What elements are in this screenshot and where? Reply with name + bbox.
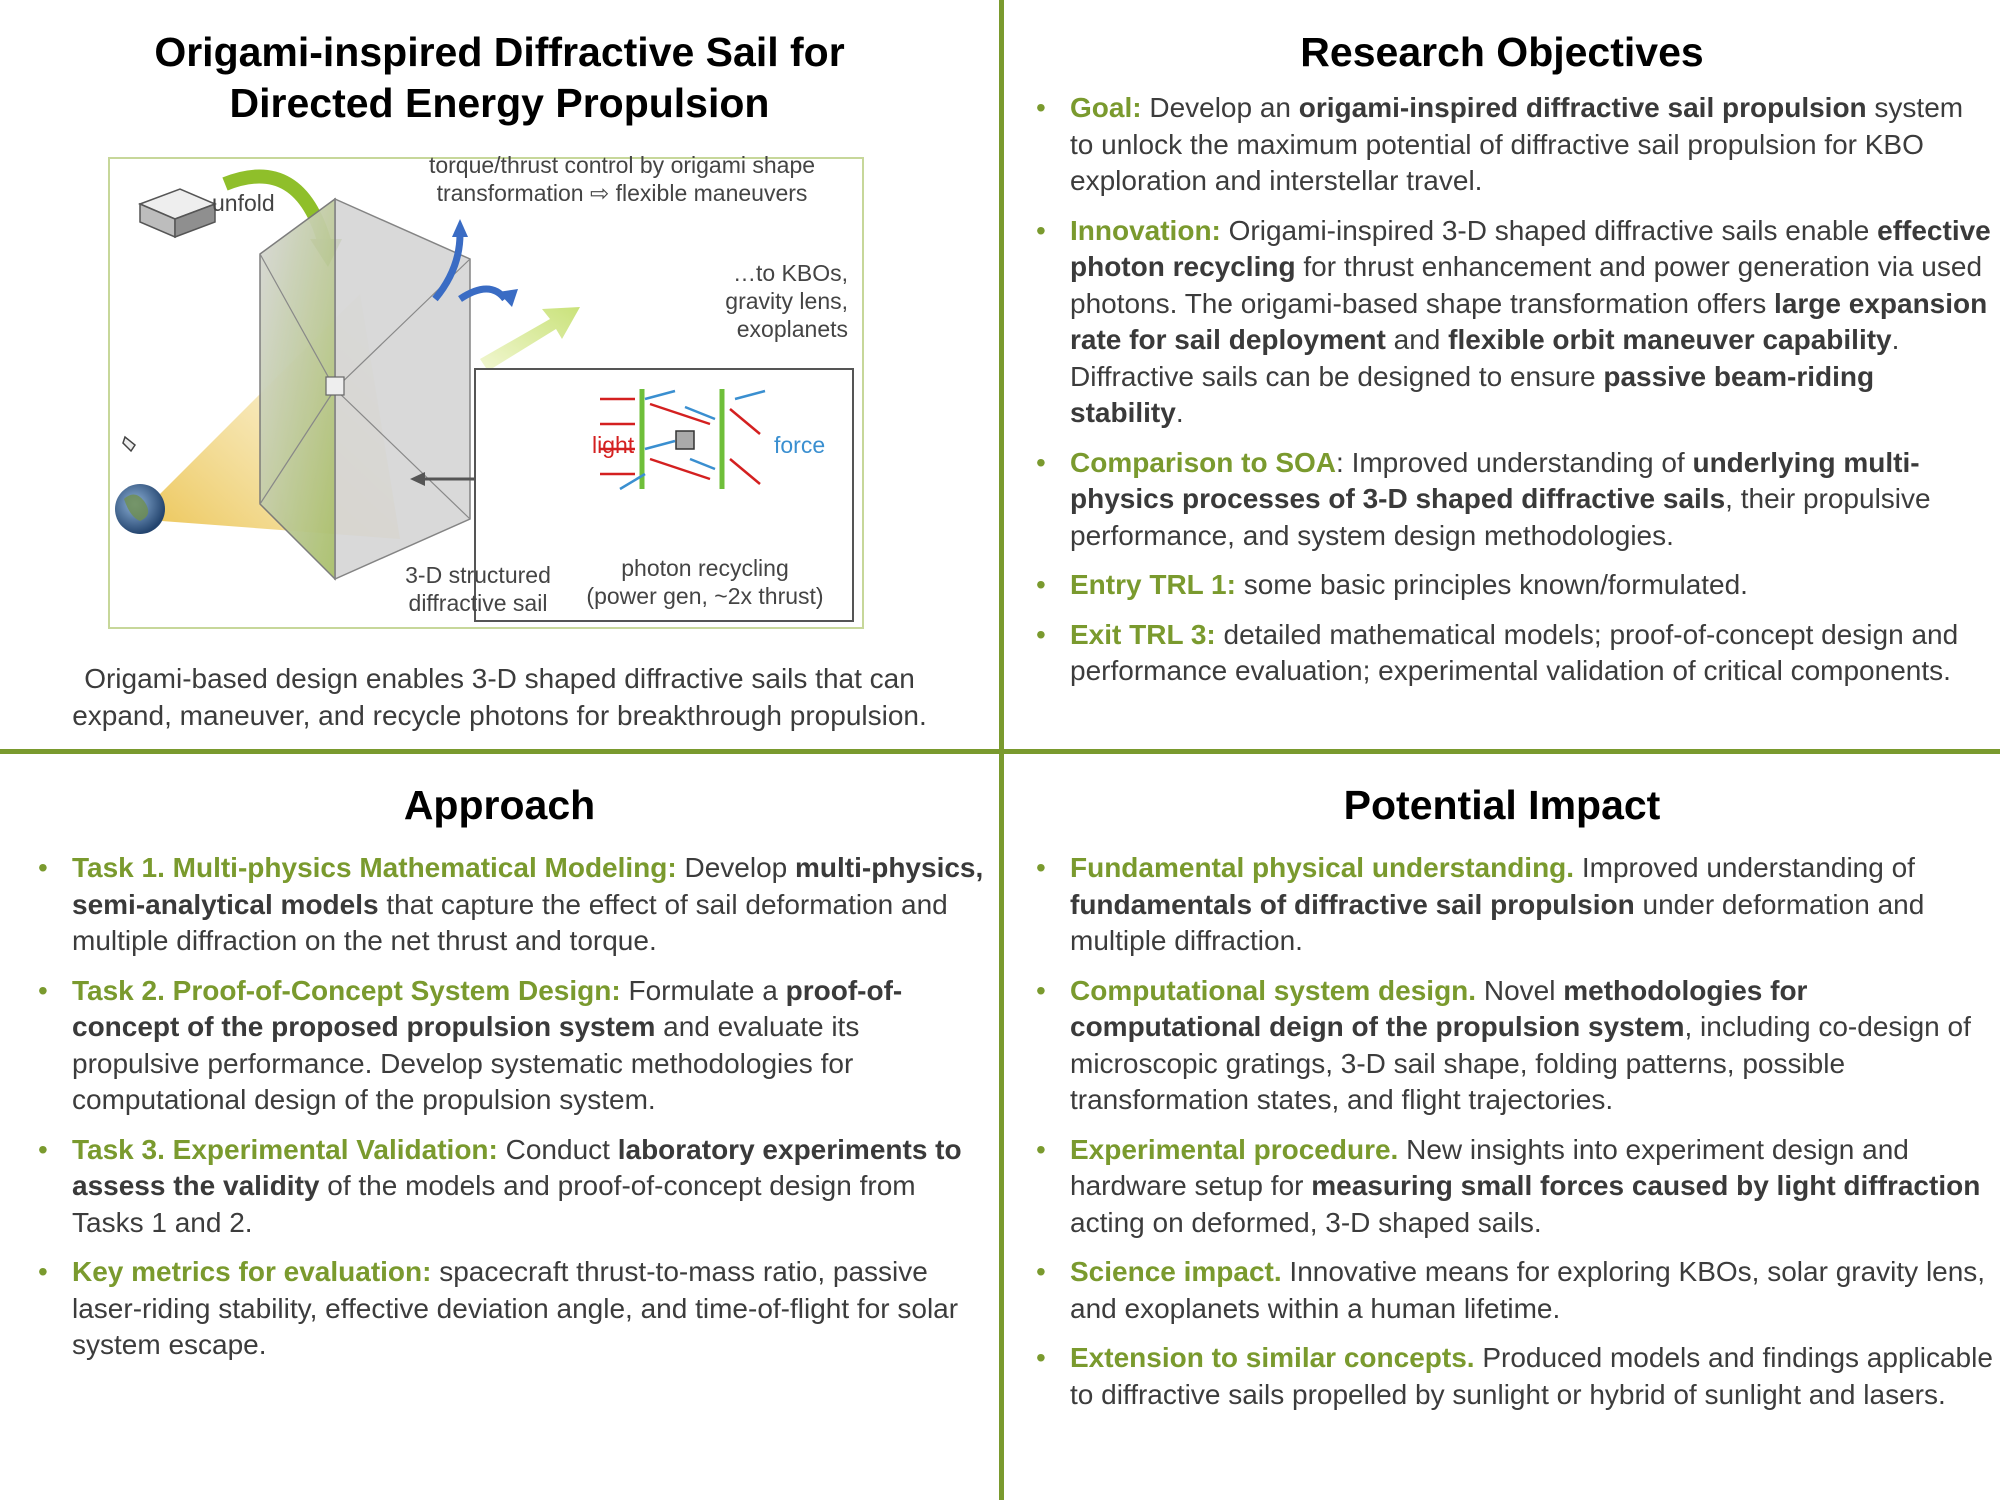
item-text: Innovative means for exploring KBOs, solar gravity lens, and exoplanets within a human lifetime. — [1070, 1256, 1986, 1324]
control-label-line-1: torque/thrust control by origami shape — [428, 152, 816, 178]
item-keyword: Computational system design. — [1070, 974, 1477, 1006]
item-keyword: Key metrics for evaluation: — [72, 1256, 432, 1287]
item-text: Formulate a — [620, 974, 786, 1006]
item-text: some basic principles known/formulated. — [1235, 569, 1748, 600]
item-bold: effective photon recycling — [1070, 214, 1991, 282]
recycle-label-line-2: (power gen, ~2x thrust) — [586, 583, 824, 609]
destination-label — [708, 259, 848, 343]
sail-label-line-1: 3-D structured — [405, 562, 551, 588]
item-keyword: Experimental procedure. — [1070, 1133, 1399, 1165]
list-item — [1034, 445, 1994, 555]
caption-line-1: Origami-based design enables 3-D shaped diffractive sails that can — [84, 663, 915, 694]
control-label-line-2: transformation ⇨ flexible maneuvers — [436, 180, 808, 206]
item-text: Develop — [676, 852, 796, 883]
list-item — [36, 1254, 986, 1364]
objectives-list — [1034, 90, 1994, 703]
item-bold: large expansion rate for sail deployment — [1070, 287, 1988, 355]
item-text: spacecraft thrust-to-mass ratio, passive laser-riding stability, effective deviation angle, and time-of-flight for solar system escape. — [72, 1256, 959, 1360]
title-line-2: Directed Energy Propulsion — [229, 80, 770, 126]
destination-arrow — [480, 307, 580, 371]
item-bold: flexible orbit maneuver capability — [1448, 324, 1892, 355]
item-keyword: Exit TRL 3: — [1070, 618, 1216, 650]
item-keyword: Innovation: — [1070, 214, 1221, 246]
destination-label-line-2: gravity lens, — [725, 288, 848, 314]
section-title: Approach — [403, 782, 596, 828]
light-label: light — [592, 432, 635, 458]
item-text: . Diffractive sails can be designed to ensure — [1070, 324, 1900, 392]
list-item — [1034, 973, 1994, 1119]
approach-list — [36, 850, 986, 1377]
sail-label — [388, 561, 568, 617]
sail-back-panel — [335, 199, 470, 579]
research-objectives-panel — [1004, 0, 2000, 749]
item-text: : Improved understanding of — [1336, 446, 1693, 478]
item-bold: multi-physics, semi-analytical models — [72, 852, 984, 920]
item-text: Improved understanding of — [1574, 852, 1915, 883]
impact-list — [1034, 850, 1994, 1426]
concept-figure — [108, 152, 864, 629]
concept-panel — [0, 0, 999, 749]
item-text: New insights into experiment design and hardware setup for — [1070, 1133, 1909, 1201]
list-item — [1034, 90, 1994, 200]
list-item — [1034, 1132, 1994, 1242]
item-bold: laboratory experiments to assess the validity — [72, 1133, 962, 1201]
item-text: detailed mathematical models; proof-of-concept design and performance evaluation; experimental validation of critical components. — [1070, 618, 1959, 686]
item-text: Develop an — [1141, 92, 1299, 123]
item-text: Novel — [1476, 974, 1564, 1006]
title-line-1: Origami-inspired Diffractive Sail for — [154, 29, 845, 75]
destination-label-line-3: exoplanets — [736, 316, 848, 342]
control-label — [402, 151, 842, 207]
item-keyword: Fundamental physical understanding. — [1070, 852, 1575, 883]
item-keyword: Task 2. Proof-of-Concept System Design: — [72, 974, 621, 1006]
list-item — [1034, 213, 1994, 432]
item-keyword: Science impact. — [1070, 1256, 1282, 1287]
item-keyword: Entry TRL 1: — [1070, 569, 1236, 600]
list-item — [1034, 850, 1994, 960]
item-text: . — [1175, 397, 1184, 428]
list-item — [1034, 567, 1994, 604]
recycle-label-line-1: photon recycling — [621, 555, 789, 581]
section-title: Research Objectives — [1300, 29, 1704, 75]
item-text: of the models and proof-of-concept design from Tasks 1 and 2. — [72, 1170, 916, 1238]
item-text: Produced models and findings applicable to diffractive sails propelled by sunlight or hybrid of sunlight and lasers. — [1070, 1342, 1993, 1410]
item-bold: origami-inspired diffractive sail propulsion — [1298, 92, 1867, 123]
sail-label-line-2: diffractive sail — [408, 590, 548, 616]
item-text: Conduct — [497, 1133, 618, 1165]
recycle-label — [565, 554, 845, 610]
item-bold: measuring small forces caused by light diffraction — [1311, 1170, 1981, 1201]
item-text: acting on deformed, 3-D shaped sails. — [1070, 1206, 1542, 1238]
item-text: and evaluate its propulsive performance. Develop systematic methodologies for computational design of the propulsion system. — [72, 1011, 860, 1115]
item-bold: underlying multi-physics processes of 3-D shaped diffractive sails — [1070, 446, 1920, 514]
item-keyword: Extension to similar concepts. — [1070, 1342, 1475, 1373]
list-item — [1034, 617, 1994, 690]
item-keyword: Comparison to SOA — [1070, 446, 1337, 478]
item-text: and — [1385, 324, 1449, 355]
item-text: under deformation and multiple diffraction. — [1070, 888, 1925, 956]
item-text: , including co-design of microscopic gratings, 3-D sail shape, folding patterns, possible transformation states, and flight trajectories. — [1070, 1011, 1971, 1115]
poster-title — [0, 27, 999, 129]
list-item — [36, 1132, 986, 1242]
item-text: that capture the effect of sail deformation and multiple diffraction on the net thrust and torque. — [72, 888, 948, 956]
force-label: force — [774, 432, 826, 458]
figure-caption — [0, 660, 999, 734]
item-bold: passive beam-riding stability — [1070, 360, 1875, 428]
item-bold: proof-of-concept of the proposed propulsion system — [72, 974, 903, 1042]
item-keyword: Task 3. Experimental Validation: — [72, 1133, 498, 1165]
destination-label-line-1: …to KBOs, — [732, 260, 848, 286]
list-item — [36, 850, 986, 960]
list-item — [1034, 1254, 1994, 1327]
item-keyword: Goal: — [1070, 92, 1142, 123]
item-bold: fundamentals of diffractive sail propulsion — [1070, 888, 1635, 920]
item-text: Origami-inspired 3-D shaped diffractive sails enable — [1220, 214, 1878, 246]
unfold-label: unfold — [212, 190, 275, 216]
section-title: Potential Impact — [1343, 782, 1661, 828]
caption-line-2: expand, maneuver, and recycle photons for breakthrough propulsion. — [72, 700, 927, 731]
approach-panel — [0, 754, 999, 1500]
list-item — [1034, 1340, 1994, 1413]
folded-sail-box — [140, 189, 215, 237]
list-item — [36, 973, 986, 1119]
potential-impact-panel — [1004, 754, 2000, 1500]
item-text: system to unlock the maximum potential of diffractive sail propulsion for KBO exploration and interstellar travel. — [1070, 92, 1964, 196]
item-text: , their propulsive performance, and system design methodologies. — [1070, 483, 1931, 551]
item-text: for thrust enhancement and power generation via used photons. The origami-based shape transformation offers — [1070, 251, 1983, 319]
item-keyword: Task 1. Multi-physics Mathematical Modeling: — [72, 852, 677, 883]
item-bold: methodologies for computational deign of the propulsion system — [1070, 974, 1808, 1042]
